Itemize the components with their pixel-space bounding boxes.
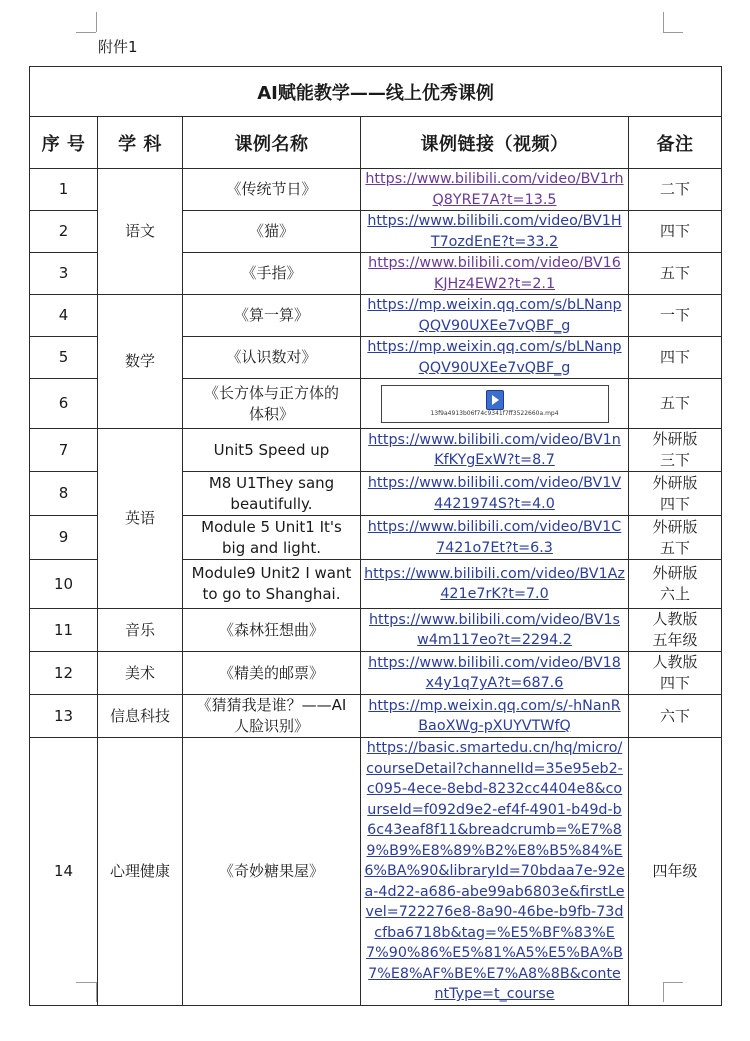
table-title: AI赋能教学——线上优秀课例 (30, 67, 722, 117)
lesson-link[interactable]: https://www.bilibili.com/video/BV1V4421974S?t=4.0 (367, 475, 622, 512)
lesson-name: 《传统节日》 (183, 169, 361, 211)
lesson-name: 《猜猜我是谁？——AI 人脸识别》 (183, 695, 361, 738)
lesson-link[interactable]: https://mp.weixin.qq.com/s/bLNanpQQV90UXEe7vQBF_g (367, 339, 622, 376)
crop-mark-top-left (76, 32, 96, 33)
lesson-link[interactable]: https://www.bilibili.com/video/BV1sw4m117eo?t=2294.2 (369, 611, 620, 648)
lesson-name: 《认识数对》 (183, 337, 361, 379)
row-number: 10 (30, 560, 98, 609)
lesson-link[interactable]: https://www.bilibili.com/video/BV1nKfKYgExW?t=8.7 (368, 431, 621, 468)
row-number: 9 (30, 516, 98, 560)
note-cell: 五下 (629, 379, 722, 429)
lesson-name: Unit5 Speed up (183, 429, 361, 472)
note-cell: 外研版 四下 (629, 472, 722, 516)
note-cell: 四年级 (629, 738, 722, 1006)
row-number: 5 (30, 337, 98, 379)
row-number: 11 (30, 609, 98, 652)
note-cell: 外研版 六上 (629, 560, 722, 609)
lesson-name: 《猫》 (183, 211, 361, 253)
table-row (30, 169, 722, 211)
note-cell: 外研版 三下 (629, 429, 722, 472)
column-header-lesson-link: 课例链接（视频） (361, 117, 629, 169)
subject-cell: 心理健康 (98, 738, 183, 1006)
row-number: 7 (30, 429, 98, 472)
subject-cell: 英语 (98, 429, 183, 609)
lesson-name: M8 U1They sang beautifully. (183, 472, 361, 516)
lesson-name: 《手指》 (183, 253, 361, 295)
lesson-link[interactable]: https://mp.weixin.qq.com/s/-hNanRBaoXWg-pXUYVTWfQ (368, 697, 621, 734)
note-cell: 四下 (629, 211, 722, 253)
crop-mark-top-right (663, 32, 683, 33)
column-header-note: 备注 (629, 117, 722, 169)
lesson-link[interactable]: https://www.bilibili.com/video/BV16KJHz4EW2?t=2.1 (368, 255, 621, 292)
row-number: 3 (30, 253, 98, 295)
note-cell: 五下 (629, 253, 722, 295)
lesson-name: Module9 Unit2 I want to go to Shanghai. (183, 560, 361, 609)
subject-cell: 音乐 (98, 609, 183, 652)
note-cell: 六下 (629, 695, 722, 738)
lesson-link[interactable]: https://www.bilibili.com/video/BV1rhQ8YRE7A?t=13.5 (365, 171, 624, 208)
video-file-icon (486, 390, 504, 410)
row-number: 14 (30, 738, 98, 1006)
crop-mark-top-right (663, 12, 664, 32)
row-number: 12 (30, 652, 98, 695)
table-row (30, 695, 722, 738)
subject-cell: 数学 (98, 295, 183, 429)
lesson-link[interactable]: https://mp.weixin.qq.com/s/bLNanpQQV90UXEe7vQBF_g (367, 297, 622, 334)
note-cell: 人教版 五年级 (629, 609, 722, 652)
lesson-table (29, 66, 722, 1006)
lesson-name: Module 5 Unit1 It's big and light. (183, 516, 361, 560)
lesson-name: 《奇妙糖果屋》 (183, 738, 361, 1006)
lesson-name: 《算一算》 (183, 295, 361, 337)
column-header-number: 序 号 (30, 117, 98, 169)
note-cell: 四下 (629, 337, 722, 379)
attachment-label: 附件1 (98, 38, 138, 56)
note-cell: 外研版 五下 (629, 516, 722, 560)
lesson-link[interactable]: https://www.bilibili.com/video/BV1HT7ozdEnE?t=33.2 (367, 213, 622, 250)
column-header-subject: 学 科 (98, 117, 183, 169)
lesson-name: 《森林狂想曲》 (183, 609, 361, 652)
lesson-name: 《长方体与正方体的 体积》 (183, 379, 361, 429)
video-attachment[interactable] (381, 385, 609, 423)
table-row (30, 609, 722, 652)
lesson-link[interactable]: https://basic.smartedu.cn/hq/micro/courseDetail?channelId=35e95eb2-c095-4ece-8ebd-8232cc4404e8&courseId=f092d9e2-ef4f-4901-b49d-b6c43eaf8f11&breadcrumb=%E7%89%B9%E8%89%B2%E8%B5%84%E6%BA%90&libraryId=70bdaa7e-92ea-4d22-a686-abe99ab6803e&firstLevel=722276e8-8a90-46be-b9fb-73dcfba6718b&tag=%E5%BF%83%E7%90%86%E5%81%A5%E5%BA%B7%E8%AF%BE%E7%A8%8B&contentType=t_course (364, 740, 625, 1002)
row-number: 1 (30, 169, 98, 211)
row-number: 8 (30, 472, 98, 516)
table-row (30, 738, 722, 1006)
column-header-lesson-name: 课例名称 (183, 117, 361, 169)
table-row (30, 652, 722, 695)
table-row (30, 295, 722, 337)
row-number: 6 (30, 379, 98, 429)
subject-cell: 语文 (98, 169, 183, 295)
note-cell: 人教版 四下 (629, 652, 722, 695)
subject-cell: 美术 (98, 652, 183, 695)
lesson-link[interactable]: https://www.bilibili.com/video/BV18x4y1q7yA?t=687.6 (368, 654, 621, 691)
row-number: 2 (30, 211, 98, 253)
row-number: 13 (30, 695, 98, 738)
row-number: 4 (30, 295, 98, 337)
lesson-link[interactable]: https://www.bilibili.com/video/BV1C7421o7Et?t=6.3 (367, 519, 622, 556)
note-cell: 二下 (629, 169, 722, 211)
crop-mark-top-left (96, 12, 97, 32)
lesson-name: 《精美的邮票》 (183, 652, 361, 695)
video-attachment-filename: 13f9a4913b06f74c9341f7ff3522660a.mp4 (430, 409, 559, 417)
lesson-link[interactable]: https://www.bilibili.com/video/BV1Az421e7rK?t=7.0 (364, 565, 625, 602)
subject-cell: 信息科技 (98, 695, 183, 738)
note-cell: 一下 (629, 295, 722, 337)
table-row (30, 429, 722, 472)
